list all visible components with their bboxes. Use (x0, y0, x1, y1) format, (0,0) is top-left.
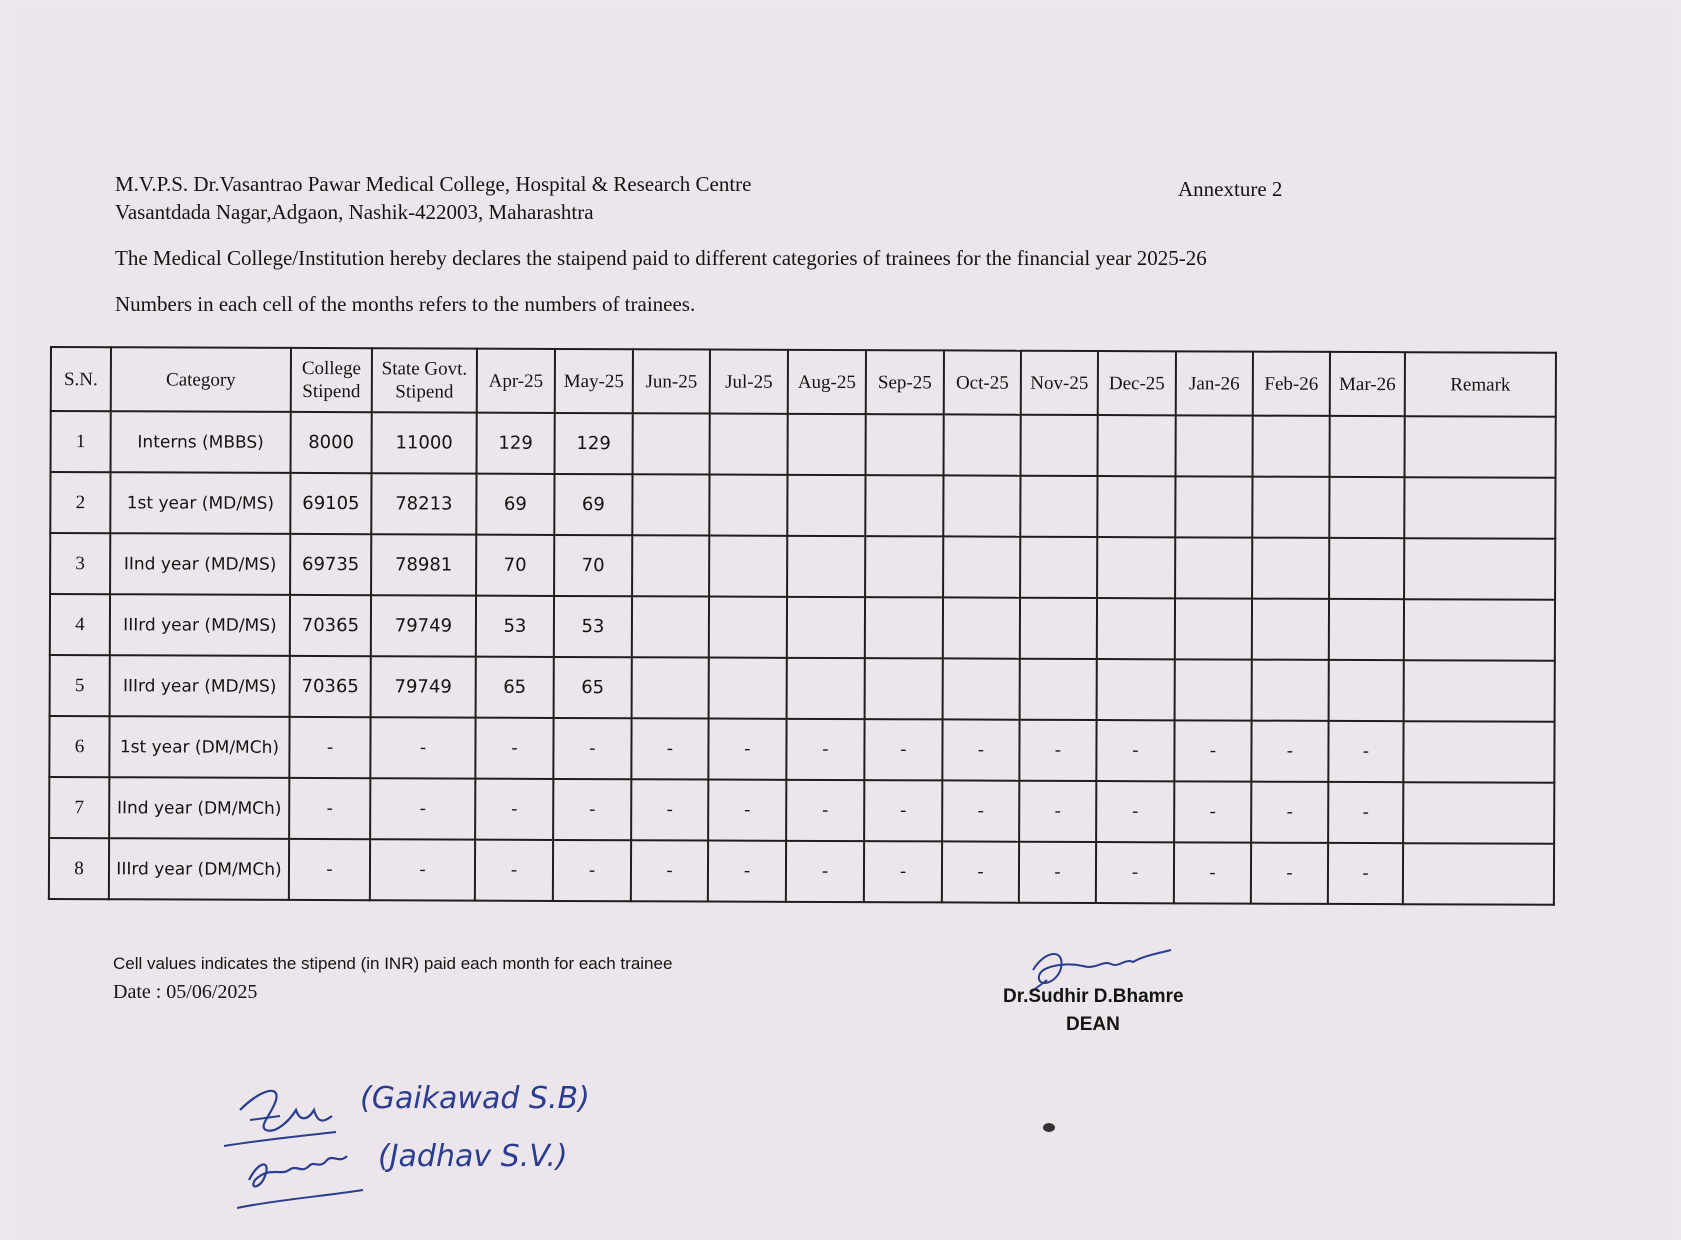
cell-month-count: - (708, 719, 786, 780)
cell-month-count (865, 475, 943, 536)
header-month: Jan-26 (1176, 351, 1253, 415)
table-row (50, 594, 1555, 661)
annexure-label: Annexture 2 (1178, 177, 1283, 201)
cell-month-count: - (1019, 842, 1096, 903)
cell-category: 1st year (MD/MS) (110, 472, 290, 534)
ink-spot (1043, 1123, 1055, 1132)
table-row (49, 716, 1554, 783)
table-row (50, 533, 1555, 600)
cell-month-count (632, 657, 709, 718)
cell-state-stipend: 11000 (372, 412, 477, 473)
cell-month-count: - (708, 841, 786, 902)
header-month: Apr-25 (477, 349, 555, 413)
cell-state-stipend: - (370, 839, 475, 900)
cell-month-count: - (864, 841, 942, 902)
cell-month-count: - (631, 718, 708, 779)
cell-month-count (787, 658, 865, 719)
cell-month-count: - (786, 719, 864, 780)
cell-month-count (787, 597, 865, 658)
cell-month-count (1020, 659, 1097, 720)
cell-month-count: - (708, 780, 786, 841)
cell-state-stipend: 79749 (371, 595, 476, 656)
cell-sn: 5 (50, 655, 110, 716)
header-state-line2: Stipend (395, 381, 454, 403)
cell-month-count (1175, 537, 1252, 598)
cell-month-count (1020, 537, 1097, 598)
cell-category: IIIrd year (MD/MS) (110, 594, 290, 656)
cell-month-count (943, 475, 1020, 536)
cell-month-count (709, 597, 787, 658)
header-month: Dec-25 (1098, 351, 1176, 415)
cell-month-count (865, 536, 943, 597)
cell-month-count: 53 (476, 596, 554, 657)
cell-month-count: - (1328, 843, 1403, 904)
table-row (50, 472, 1555, 539)
cell-state-stipend: 78981 (371, 534, 476, 595)
table-row (49, 777, 1554, 844)
header-month: Oct-25 (944, 350, 1021, 414)
cell-remark (1404, 477, 1555, 539)
cell-remark (1403, 843, 1554, 905)
cell-values-note: Cell values indicates the stipend (in INR) paid each month for each trainee (113, 954, 673, 973)
cell-month-count (1329, 477, 1404, 538)
document-date: Date : 05/06/2025 (113, 981, 258, 1003)
cell-month-count (633, 413, 710, 474)
dean-title: DEAN (1066, 1014, 1120, 1035)
cell-month-count: 65 (554, 657, 632, 718)
header-month: Jul-25 (710, 350, 788, 414)
cell-college-stipend: 69105 (290, 473, 371, 534)
cell-month-count: 53 (554, 596, 632, 657)
cell-month-count (865, 658, 943, 719)
dean-name: Dr.Sudhir D.Bhamre (1003, 986, 1184, 1007)
cell-month-count: - (1328, 782, 1403, 843)
cell-month-count (1097, 659, 1175, 720)
cell-month-count (943, 597, 1020, 658)
table-row (49, 838, 1554, 905)
signature-2 (235, 1130, 365, 1210)
cell-month-count: 129 (477, 413, 555, 474)
cell-category: IInd year (MD/MS) (110, 533, 290, 595)
cell-month-count: - (786, 841, 864, 902)
cell-sn: 3 (50, 533, 110, 594)
stipend-table (48, 346, 1557, 906)
cell-month-count (1097, 598, 1175, 659)
header-state-stipend (372, 348, 477, 412)
cell-month-count (1330, 416, 1405, 477)
cell-month-count: - (553, 840, 631, 901)
cell-month-count (709, 658, 787, 719)
cell-remark (1404, 599, 1555, 661)
header-category: Category (111, 347, 291, 412)
cell-month-count: - (1174, 720, 1251, 781)
header-month: Nov-25 (1021, 351, 1098, 415)
cell-college-stipend: 70365 (290, 656, 371, 717)
cell-month-count (1097, 476, 1175, 537)
header-state-line1: State Govt. (381, 358, 468, 380)
header-college-line1: College (301, 357, 362, 380)
cell-month-count: - (942, 841, 1019, 902)
cell-month-count (1175, 476, 1252, 537)
table-row (51, 411, 1556, 478)
cell-category: 1st year (DM/MCh) (109, 716, 289, 778)
header-month: May-25 (555, 349, 633, 413)
cell-sn: 4 (50, 594, 110, 655)
header-month: Feb-26 (1253, 352, 1330, 416)
cell-month-count (787, 536, 865, 597)
cell-month-count (788, 414, 866, 475)
cell-month-count (1176, 415, 1253, 476)
cell-college-stipend: - (289, 717, 370, 778)
cell-month-count (1021, 415, 1098, 476)
cell-month-count: - (942, 719, 1019, 780)
cell-month-count (1097, 537, 1175, 598)
cell-month-count (1175, 598, 1252, 659)
cell-month-count: - (475, 779, 553, 840)
cell-month-count: - (1328, 721, 1403, 782)
cell-month-count: 69 (476, 474, 554, 535)
header-college-line2: Stipend (302, 380, 361, 403)
cell-college-stipend: - (289, 778, 370, 839)
table-note: Numbers in each cell of the months refers to the numbers of trainees. (115, 292, 696, 316)
cell-college-stipend: 69735 (290, 534, 371, 595)
cell-month-count: - (553, 718, 631, 779)
cell-month-count (943, 658, 1020, 719)
cell-month-count: - (1096, 720, 1174, 781)
cell-state-stipend: 78213 (371, 473, 476, 534)
cell-month-count (1253, 416, 1330, 477)
signatory-2-name-text: (Jadhav S.V.) (378, 1139, 568, 1174)
cell-month-count (865, 597, 943, 658)
cell-month-count: - (1019, 781, 1096, 842)
cell-month-count (709, 536, 787, 597)
cell-month-count: - (1251, 721, 1328, 782)
cell-remark (1404, 538, 1555, 600)
cell-month-count (1329, 599, 1404, 660)
header-remark: Remark (1405, 352, 1556, 417)
cell-state-stipend: - (370, 778, 475, 839)
cell-month-count: - (631, 840, 708, 901)
signatory-1-name-text: (Gaikawad S.B) (360, 1081, 590, 1116)
header-month: Mar-26 (1330, 352, 1405, 416)
cell-sn: 8 (49, 838, 109, 899)
cell-month-count: - (1019, 720, 1096, 781)
cell-state-stipend: - (370, 717, 475, 778)
header-month: Aug-25 (788, 350, 866, 414)
signatory-1-name (360, 1068, 620, 1128)
cell-sn: 1 (51, 411, 111, 472)
table-header-row (51, 347, 1556, 417)
cell-month-count: - (475, 718, 553, 779)
cell-college-stipend: - (289, 839, 370, 900)
signatory-2-name (378, 1128, 618, 1188)
cell-month-count (1020, 476, 1097, 537)
cell-month-count (632, 474, 709, 535)
header-month: Sep-25 (866, 350, 944, 414)
cell-month-count (632, 596, 709, 657)
cell-month-count: - (553, 779, 631, 840)
cell-remark (1405, 416, 1556, 478)
cell-month-count: - (1251, 843, 1328, 904)
cell-month-count (1252, 660, 1329, 721)
cell-month-count (709, 475, 787, 536)
cell-state-stipend: 79749 (371, 656, 476, 717)
cell-month-count: - (942, 780, 1019, 841)
cell-month-count: - (1174, 842, 1251, 903)
institution-address: Vasantdada Nagar,Adgaon, Nashik-422003, Maharashtra (115, 200, 594, 224)
cell-month-count (944, 414, 1021, 475)
cell-month-count (1020, 598, 1097, 659)
declaration-text: The Medical College/Institution hereby declares the staipend paid to different categories of trainees for the financial year 2025-26 (115, 246, 1207, 270)
cell-month-count: - (631, 779, 708, 840)
cell-college-stipend: 70365 (290, 595, 371, 656)
header-sn: S.N. (51, 347, 111, 411)
cell-month-count (710, 414, 788, 475)
cell-month-count (632, 535, 709, 596)
header-month: Jun-25 (633, 349, 710, 413)
cell-sn: 7 (49, 777, 109, 838)
cell-category: IIIrd year (MD/MS) (110, 655, 290, 717)
cell-category: IInd year (DM/MCh) (109, 777, 289, 839)
cell-month-count: 65 (476, 657, 554, 718)
cell-month-count (787, 475, 865, 536)
cell-month-count: - (475, 840, 553, 901)
cell-month-count: - (1251, 782, 1328, 843)
table-row (50, 655, 1555, 722)
cell-month-count (1098, 415, 1176, 476)
cell-month-count: - (1096, 781, 1174, 842)
cell-month-count (1252, 477, 1329, 538)
institution-name: M.V.P.S. Dr.Vasantrao Pawar Medical College, Hospital & Research Centre (115, 172, 752, 196)
cell-month-count (1175, 659, 1252, 720)
cell-month-count: 70 (554, 535, 632, 596)
cell-college-stipend: 8000 (291, 412, 372, 473)
cell-remark (1403, 721, 1554, 783)
cell-month-count (1329, 538, 1404, 599)
cell-category: Interns (MBBS) (111, 411, 291, 473)
cell-month-count: 129 (555, 413, 633, 474)
cell-month-count: - (1174, 781, 1251, 842)
cell-month-count: 69 (554, 474, 632, 535)
cell-month-count: - (1096, 842, 1174, 903)
cell-month-count (1252, 538, 1329, 599)
cell-remark (1404, 660, 1555, 722)
cell-remark (1403, 782, 1554, 844)
cell-sn: 2 (50, 472, 110, 533)
cell-sn: 6 (49, 716, 109, 777)
cell-month-count (1252, 599, 1329, 660)
table-body (49, 411, 1556, 905)
cell-month-count: - (864, 780, 942, 841)
cell-category: IIIrd year (DM/MCh) (109, 838, 289, 900)
cell-month-count: - (864, 719, 942, 780)
cell-month-count (943, 536, 1020, 597)
cell-month-count: - (786, 780, 864, 841)
cell-month-count (866, 414, 944, 475)
cell-month-count (1329, 660, 1404, 721)
cell-month-count: 70 (476, 535, 554, 596)
header-college-stipend (291, 348, 372, 412)
